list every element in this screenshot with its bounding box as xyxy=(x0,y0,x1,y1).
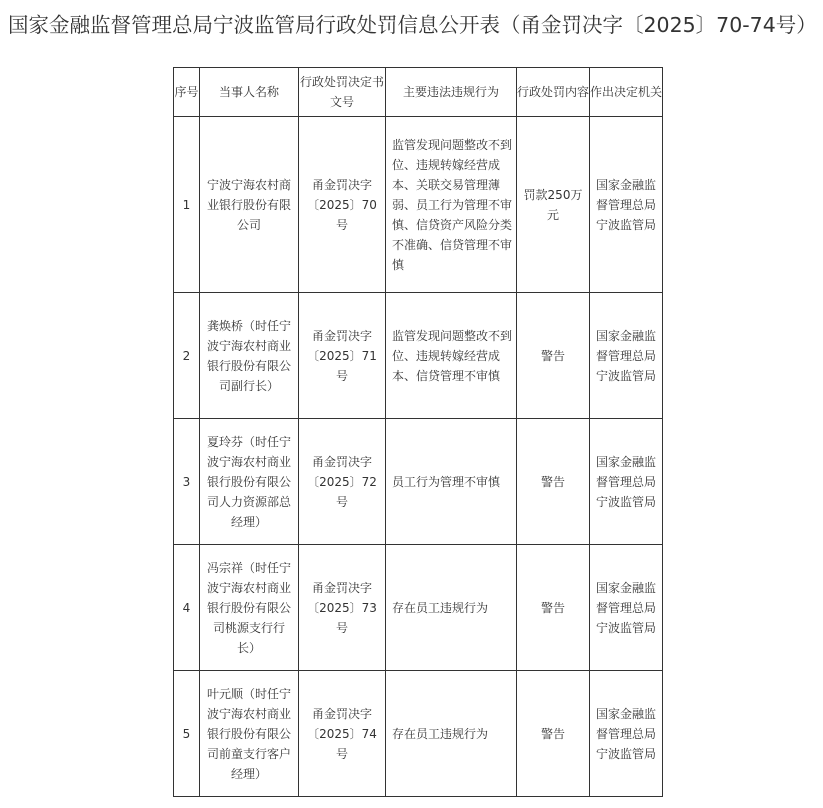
cell-party: 龚焕桥（时任宁波宁海农村商业银行股份有限公司副行长） xyxy=(200,293,299,419)
table-header-row xyxy=(174,68,663,117)
cell-authority: 国家金融监督管理总局宁波监管局 xyxy=(590,545,663,671)
cell-violation: 监管发现问题整改不到位、违规转嫁经营成本、信贷管理不审慎 xyxy=(386,293,517,419)
cell-party: 冯宗祥（时任宁波宁海农村商业银行股份有限公司桃源支行行长） xyxy=(200,545,299,671)
cell-violation: 存在员工违规行为 xyxy=(386,671,517,797)
cell-doc-number: 甬金罚决字〔2025〕72号 xyxy=(299,419,386,545)
cell-doc-number: 甬金罚决字〔2025〕71号 xyxy=(299,293,386,419)
cell-penalty: 警告 xyxy=(517,671,590,797)
header-violation: 主要违法违规行为 xyxy=(386,68,517,117)
table-row xyxy=(174,293,663,419)
cell-authority: 国家金融监督管理总局宁波监管局 xyxy=(590,671,663,797)
cell-no: 4 xyxy=(174,545,200,671)
table-row xyxy=(174,117,663,293)
cell-violation: 存在员工违规行为 xyxy=(386,545,517,671)
table-row xyxy=(174,545,663,671)
cell-violation: 监管发现问题整改不到位、违规转嫁经营成本、关联交易管理薄弱、员工行为管理不审慎、信贷资产风险分类不准确、信贷管理不审慎 xyxy=(386,117,517,293)
cell-doc-number: 甬金罚决字〔2025〕74号 xyxy=(299,671,386,797)
cell-party: 宁波宁海农村商业银行股份有限公司 xyxy=(200,117,299,293)
cell-authority: 国家金融监督管理总局宁波监管局 xyxy=(590,293,663,419)
header-no: 序号 xyxy=(174,68,200,117)
cell-party: 叶元顺（时任宁波宁海农村商业银行股份有限公司前童支行客户经理） xyxy=(200,671,299,797)
cell-no: 1 xyxy=(174,117,200,293)
cell-party: 夏玲芬（时任宁波宁海农村商业银行股份有限公司人力资源部总经理） xyxy=(200,419,299,545)
page-title: 国家金融监督管理总局宁波监管局行政处罚信息公开表（甬金罚决字〔2025〕70-74号） xyxy=(8,13,817,37)
cell-no: 2 xyxy=(174,293,200,419)
cell-authority: 国家金融监督管理总局宁波监管局 xyxy=(590,419,663,545)
table-row xyxy=(174,419,663,545)
header-penalty: 行政处罚内容 xyxy=(517,68,590,117)
cell-penalty: 警告 xyxy=(517,545,590,671)
penalty-table xyxy=(173,67,663,797)
cell-penalty: 警告 xyxy=(517,293,590,419)
cell-penalty: 罚款250万元 xyxy=(517,117,590,293)
table-row xyxy=(174,671,663,797)
header-authority: 作出决定机关 xyxy=(590,68,663,117)
cell-no: 3 xyxy=(174,419,200,545)
cell-doc-number: 甬金罚决字〔2025〕73号 xyxy=(299,545,386,671)
cell-authority: 国家金融监督管理总局宁波监管局 xyxy=(590,117,663,293)
cell-penalty: 警告 xyxy=(517,419,590,545)
cell-violation: 员工行为管理不审慎 xyxy=(386,419,517,545)
header-doc-number: 行政处罚决定书文号 xyxy=(299,68,386,117)
header-party: 当事人名称 xyxy=(200,68,299,117)
cell-no: 5 xyxy=(174,671,200,797)
cell-doc-number: 甬金罚决字〔2025〕70号 xyxy=(299,117,386,293)
